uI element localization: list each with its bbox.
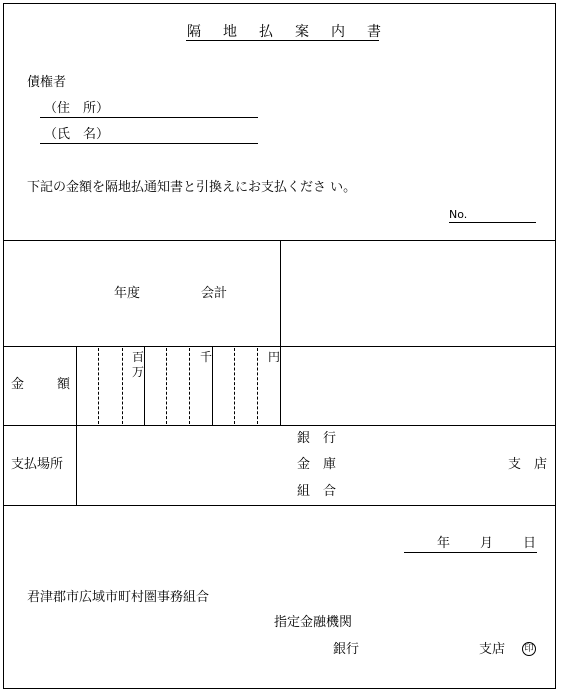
- address-line: [40, 117, 258, 118]
- amount-label-2: 額: [57, 377, 71, 392]
- designated-institution: 指定金融機関: [274, 615, 353, 630]
- seal-mark: 印: [522, 642, 536, 656]
- issuer-name: 君津郡市広域市町村圏事務組合: [27, 590, 210, 605]
- title-char: 隔: [187, 24, 201, 40]
- section-divider: [4, 505, 555, 506]
- number-line: [449, 222, 536, 223]
- date-month: 月: [480, 536, 494, 551]
- number-label: No.: [449, 208, 468, 221]
- unit-yen: 円: [268, 350, 281, 364]
- bank-label: 銀 行: [297, 431, 337, 446]
- column-divider: [280, 240, 281, 425]
- unit-million: 百: [132, 350, 145, 364]
- date-year: 年: [437, 536, 451, 551]
- union-label: 組 合: [297, 484, 337, 499]
- digit-group-separator: [212, 346, 213, 425]
- amount-label-1: 金: [11, 377, 25, 392]
- title-char: 払: [259, 24, 273, 40]
- row-divider: [4, 425, 555, 426]
- digit-separator: [122, 348, 123, 424]
- title-char: 内: [331, 24, 345, 40]
- instruction-text: 下記の金額を隔地払通知書と引換えにお支払くださ い。: [27, 180, 357, 195]
- digit-separator: [166, 348, 167, 424]
- creditor-label: 債権者: [27, 75, 67, 90]
- document-title: [187, 21, 381, 41]
- account-label: 会計: [201, 286, 228, 301]
- digit-separator: [257, 348, 258, 424]
- digit-separator: [98, 348, 99, 424]
- unit-thousand: 千: [200, 350, 213, 364]
- digit-separator: [234, 348, 235, 424]
- name-line: [40, 143, 258, 144]
- label-column-divider: [76, 346, 77, 506]
- date-line: [404, 552, 537, 553]
- name-label: （氏 名）: [44, 127, 110, 142]
- treasury-label: 金 庫: [297, 457, 337, 472]
- row-divider: [4, 346, 555, 347]
- bottom-bank-label: 銀行: [333, 642, 360, 657]
- payment-notice-form: [3, 3, 556, 689]
- address-label: （住 所）: [44, 101, 110, 116]
- digit-group-separator: [144, 346, 145, 425]
- bottom-branch-label: 支店: [479, 642, 506, 657]
- fiscal-year-label: 年度: [114, 286, 141, 301]
- payment-place-label: 支払場所: [11, 457, 64, 472]
- title-char: 案: [295, 24, 309, 40]
- date-day: 日: [523, 536, 537, 551]
- title-underline: [186, 40, 379, 41]
- title-char: 書: [367, 24, 381, 40]
- branch-label: 支 店: [508, 457, 548, 472]
- digit-separator: [189, 348, 190, 424]
- unit-ten-thousand: 万: [132, 365, 145, 379]
- title-char: 地: [223, 24, 237, 40]
